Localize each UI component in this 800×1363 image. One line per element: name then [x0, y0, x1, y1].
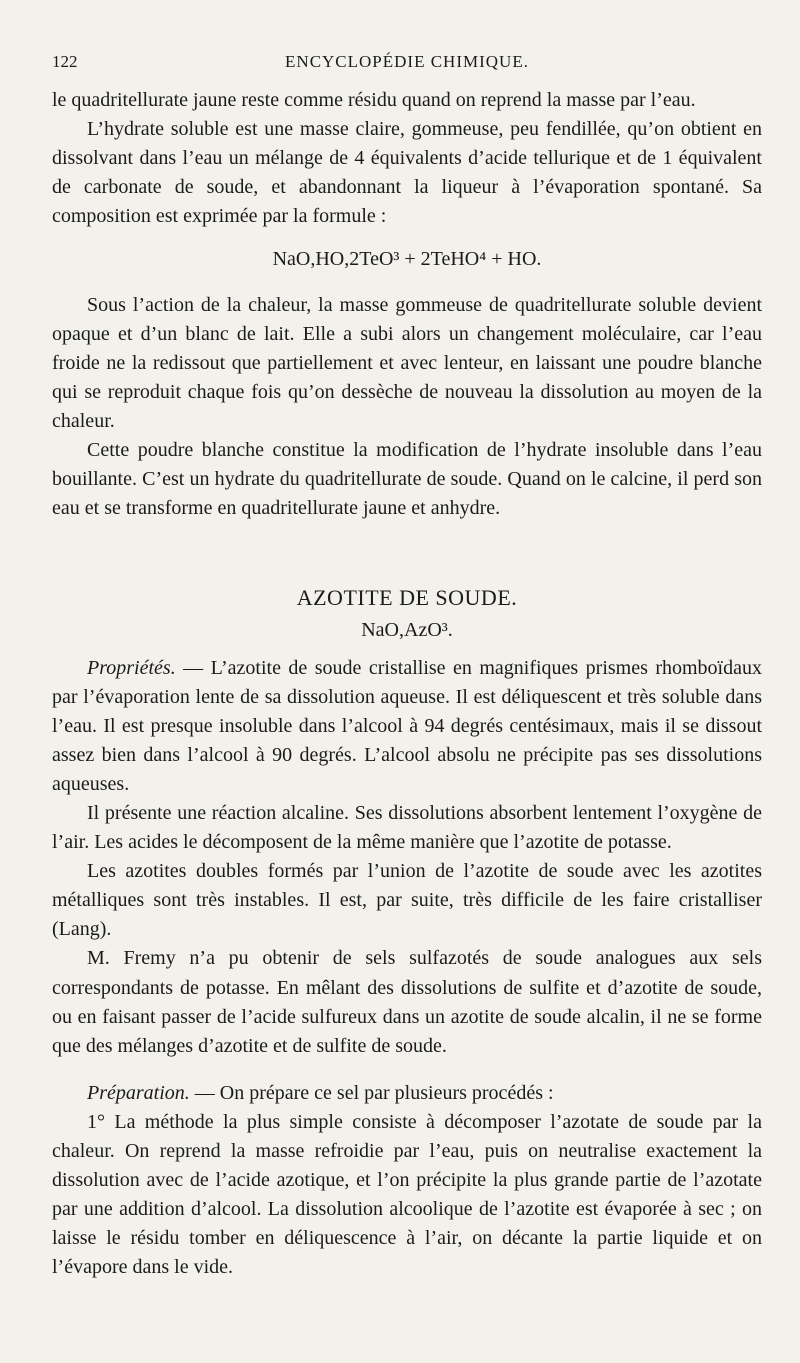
spacer [52, 1061, 762, 1079]
subheading-proprietes: Propriétés. [87, 656, 176, 679]
section-title: AZOTITE DE SOUDE. [296, 585, 518, 611]
subheading-preparation: Préparation. [87, 1081, 190, 1104]
paragraph-text: — On prépare ce sel par plusieurs procédés : [189, 1081, 554, 1104]
paragraph: Il présente une réaction alcaline. Ses dissolutions absorbent lentement l’oxygène de l’air. Les acides le décomposent de la même manière que l’azotite de potasse. [52, 801, 762, 854]
paragraph: le quadritellurate jaune reste comme résidu quand on reprend la masse par l’eau. [52, 89, 696, 111]
paragraph: Cette poudre blanche constitue la modification de l’hydrate insoluble dans l’eau bouillante. C’est un hydrate du quadritellurate de soude. Quand on le calcine, il perd son eau et se transforme en quadritellurate jaune et anhydre. [52, 439, 762, 520]
page-body [52, 86, 762, 1282]
paragraph-text: — L’azotite de soude cristallise en magnifiques prismes rhomboïdaux par l’évaporation lente de sa dissolution aqueuse. Il est déliquescent et très soluble dans l’eau. Il est presque insoluble dans l’alcool à 94 degrés centésimaux, mais il se dissout assez bien dans l’alcool à 90 degrés. L’alcool absolu ne précipite pas ses dissolutions aqueuses. [52, 656, 762, 795]
paragraph-preparation [52, 1079, 762, 1108]
paragraph: Sous l’action de la chaleur, la masse gommeuse de quadritellurate soluble devient opaque et d’un blanc de lait. Elle a subi alors un changement moléculaire, car l’eau froide ne la redissout que partiellement et avec lenteur, en laissant une poudre blanche qui se reproduit chaque fois qu’on dessèche de nouveau la dissolution au moyen de la chaleur. [52, 293, 762, 432]
running-title: ENCYCLOPÉDIE CHIMIQUE. [285, 52, 529, 71]
paragraph: L’hydrate soluble est une masse claire, gommeuse, peu fendillée, qu’on obtient en dissolvant dans l’eau un mélange de 4 équivalents d’acide tellurique et de 1 équivalent de carbonate de soude, et abandonnant la liqueur à l’évaporation spontané. Sa composition est exprimée par la formule : [52, 118, 762, 228]
page-header [52, 52, 762, 86]
paragraph: M. Fremy n’a pu obtenir de sels sulfazotés de soude analogues aux sels correspondants de potasse. En mêlant des dissolutions de sulfite et d’azotite de soude, ou en faisant passer de l’acide sulfureux dans un azotite de soude alcalin, il ne se forme que des mélanges d’azotite et de sulfite de soude. [52, 947, 762, 1057]
section-formula: NaO,AzO³. [361, 619, 453, 642]
page-number: 122 [52, 52, 78, 71]
paragraph: 1° La méthode la plus simple consiste à décomposer l’azotate de soude par la chaleur. On reprend la masse refroidie par l’eau, puis on neutralise exactement la dissolution avec de l’acide azotique, et l’on précipite la plus grande partie de l’azotate par une addition d’alcool. La dissolution alcoolique de l’azotite est évaporée à sec ; on laisse le résidu tomber en déliquescence à l’air, on décante la partie liquide et on l’évapore dans le vide. [52, 1110, 762, 1279]
paragraph: Les azotites doubles formés par l’union de l’azotite de soude avec les azotites métalliques sont très instables. Il est, par suite, très difficile de les faire cristalliser (Lang). [52, 860, 762, 941]
chemical-formula: NaO,HO,2TeO³ + 2TeHO⁴ + HO. [272, 248, 542, 271]
paragraph-proprietes [52, 654, 762, 799]
